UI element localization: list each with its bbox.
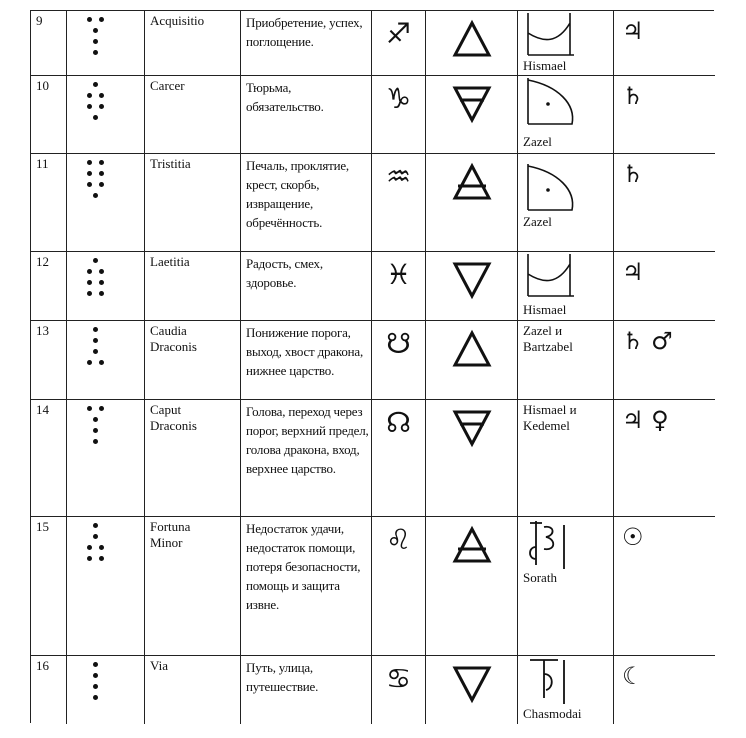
figure-description: Понижение порога, выход, хвост дракона, нижнее царство. bbox=[246, 325, 364, 378]
number-cell bbox=[31, 252, 67, 320]
element-cell bbox=[426, 400, 518, 516]
planet-icon: ♃ bbox=[622, 258, 644, 286]
capricorn-icon: ♑ bbox=[385, 82, 412, 115]
spirit-cell bbox=[518, 76, 614, 153]
pisces-icon: ♓ bbox=[385, 258, 412, 291]
figure-name: Laetitia bbox=[150, 254, 190, 269]
earth-element-icon bbox=[452, 408, 492, 448]
number-cell bbox=[31, 517, 67, 655]
zodiac-cell bbox=[372, 656, 426, 724]
dots-cell bbox=[67, 656, 145, 724]
figure-description: Приобретение, успех, поглощение. bbox=[246, 15, 363, 49]
geomantic-figure-icon bbox=[83, 82, 115, 130]
spirit-name: Zazel bbox=[523, 134, 552, 149]
dragon-head-icon: ☊ bbox=[386, 406, 411, 439]
element-cell bbox=[426, 76, 518, 153]
planet-cell bbox=[614, 656, 715, 724]
planet-icon: ☾ bbox=[622, 662, 644, 690]
number-cell bbox=[31, 154, 67, 251]
planet-cell bbox=[614, 517, 715, 655]
figure-name: Acquisitio bbox=[150, 13, 205, 28]
figure-name: Fortuna Minor bbox=[150, 519, 191, 550]
planet-icon: ♄ bbox=[622, 160, 644, 188]
spirit-cell bbox=[518, 517, 614, 655]
zodiac-cell bbox=[372, 252, 426, 320]
figure-number: 11 bbox=[36, 156, 49, 171]
air-element-icon bbox=[452, 525, 492, 565]
hismael-sigil-icon bbox=[524, 13, 580, 61]
spirit-cell bbox=[518, 656, 614, 724]
dots-cell bbox=[67, 400, 145, 516]
description-cell bbox=[241, 517, 372, 655]
spirit-name: Hismael bbox=[523, 302, 567, 317]
geomantic-figure-icon bbox=[83, 160, 115, 208]
planet-cell bbox=[614, 11, 715, 75]
planet-icon: ♃ bbox=[622, 17, 644, 45]
figure-description: Голова, переход через порог, верхний предел, голова дракона, вход, верхнее царство. bbox=[246, 404, 369, 476]
element-cell bbox=[426, 517, 518, 655]
spirit-name: Chasmodai bbox=[523, 706, 582, 721]
spirit-name: Hismael и Kedemel bbox=[523, 402, 577, 433]
cancer-icon: ♋ bbox=[385, 662, 412, 695]
geomantic-figure-icon bbox=[83, 523, 115, 571]
description-cell bbox=[241, 76, 372, 153]
figure-description: Путь, улица, путешествие. bbox=[246, 660, 319, 694]
planet-icon: ♃ ♀ bbox=[622, 406, 669, 434]
zodiac-cell bbox=[372, 76, 426, 153]
planet-cell bbox=[614, 154, 715, 251]
spirit-cell bbox=[518, 252, 614, 320]
chasmodai-sigil-icon bbox=[524, 658, 580, 706]
geomantic-figure-icon bbox=[83, 17, 115, 65]
geomantic-figure-icon bbox=[83, 662, 115, 710]
zodiac-cell bbox=[372, 154, 426, 251]
geomantic-figure-icon bbox=[83, 258, 115, 306]
spirit-name: Sorath bbox=[523, 570, 557, 585]
element-cell bbox=[426, 656, 518, 724]
description-cell bbox=[241, 154, 372, 251]
figure-description: Радость, смех, здоровье. bbox=[246, 256, 323, 290]
element-cell bbox=[426, 252, 518, 320]
figure-description: Недостаток удачи, недостаток помощи, потеря безопасности, помощь и защита извне. bbox=[246, 521, 361, 612]
spirit-name: Zazel и Bartzabel bbox=[523, 323, 573, 354]
description-cell bbox=[241, 252, 372, 320]
planet-icon: ☉ bbox=[622, 523, 644, 551]
zodiac-cell bbox=[372, 400, 426, 516]
planet-icon: ♄ bbox=[622, 82, 644, 110]
earth-element-icon bbox=[452, 84, 492, 124]
name-cell bbox=[145, 517, 241, 655]
aquarius-icon: ♒ bbox=[385, 160, 412, 193]
spirit-cell bbox=[518, 154, 614, 251]
name-cell bbox=[145, 400, 241, 516]
description-cell bbox=[241, 321, 372, 399]
name-cell bbox=[145, 321, 241, 399]
description-cell bbox=[241, 11, 372, 75]
table-row bbox=[31, 11, 715, 76]
figure-name: Carcer bbox=[150, 78, 185, 93]
figure-name: Caudia Draconis bbox=[150, 323, 197, 354]
table-row bbox=[31, 400, 715, 517]
fire-element-icon bbox=[452, 329, 492, 369]
name-cell bbox=[145, 154, 241, 251]
table-row bbox=[31, 252, 715, 321]
name-cell bbox=[145, 252, 241, 320]
dots-cell bbox=[67, 517, 145, 655]
figure-number: 16 bbox=[36, 658, 49, 673]
spirit-cell bbox=[518, 321, 614, 399]
name-cell bbox=[145, 76, 241, 153]
hismael-sigil-icon bbox=[524, 254, 580, 302]
geomantic-figure-icon bbox=[83, 327, 115, 375]
number-cell bbox=[31, 11, 67, 75]
dots-cell bbox=[67, 154, 145, 251]
geomantic-figure-icon bbox=[83, 406, 115, 454]
figure-number: 14 bbox=[36, 402, 49, 417]
number-cell bbox=[31, 76, 67, 153]
figure-number: 13 bbox=[36, 323, 49, 338]
table-row bbox=[31, 517, 715, 656]
figure-number: 10 bbox=[36, 78, 49, 93]
element-cell bbox=[426, 321, 518, 399]
table-row bbox=[31, 656, 715, 724]
zodiac-cell bbox=[372, 517, 426, 655]
planet-cell bbox=[614, 252, 715, 320]
number-cell bbox=[31, 656, 67, 724]
planet-cell bbox=[614, 76, 715, 153]
planet-cell bbox=[614, 400, 715, 516]
spirit-name: Hismael bbox=[523, 58, 567, 73]
number-cell bbox=[31, 321, 67, 399]
dots-cell bbox=[67, 11, 145, 75]
planet-icon: ♄ ♂ bbox=[622, 327, 673, 355]
zodiac-cell bbox=[372, 321, 426, 399]
spirit-cell bbox=[518, 400, 614, 516]
element-cell bbox=[426, 154, 518, 251]
zodiac-cell bbox=[372, 11, 426, 75]
dragon-tail-icon: ☋ bbox=[386, 327, 411, 360]
air-element-icon bbox=[452, 162, 492, 202]
planet-cell bbox=[614, 321, 715, 399]
spirit-name: Zazel bbox=[523, 214, 552, 229]
figure-description: Тюрьма, обязательство. bbox=[246, 80, 324, 114]
element-cell bbox=[426, 11, 518, 75]
figure-name: Via bbox=[150, 658, 168, 673]
figure-number: 15 bbox=[36, 519, 49, 534]
figure-name: Tristitia bbox=[150, 156, 191, 171]
number-cell bbox=[31, 400, 67, 516]
dots-cell bbox=[67, 76, 145, 153]
figure-number: 9 bbox=[36, 13, 43, 28]
name-cell bbox=[145, 11, 241, 75]
sorath-sigil-icon bbox=[524, 521, 580, 569]
zazel-sigil-icon bbox=[524, 78, 580, 126]
table-row bbox=[31, 76, 715, 154]
name-cell bbox=[145, 656, 241, 724]
dots-cell bbox=[67, 252, 145, 320]
table-row bbox=[31, 321, 715, 400]
dots-cell bbox=[67, 321, 145, 399]
figure-description: Печаль, проклятие, крест, скорбь, извращение, обречённость. bbox=[246, 158, 349, 230]
description-cell bbox=[241, 400, 372, 516]
fire-element-icon bbox=[452, 19, 492, 59]
geomancy-table bbox=[30, 10, 714, 723]
figure-name: Caput Draconis bbox=[150, 402, 197, 433]
spirit-cell bbox=[518, 11, 614, 75]
figure-number: 12 bbox=[36, 254, 49, 269]
sagittarius-icon: ♐ bbox=[385, 17, 412, 50]
water-element-icon bbox=[452, 664, 492, 704]
leo-icon: ♌ bbox=[385, 523, 412, 556]
zazel-sigil-icon bbox=[524, 164, 580, 212]
table-row bbox=[31, 154, 715, 252]
description-cell bbox=[241, 656, 372, 724]
water-element-icon bbox=[452, 260, 492, 300]
